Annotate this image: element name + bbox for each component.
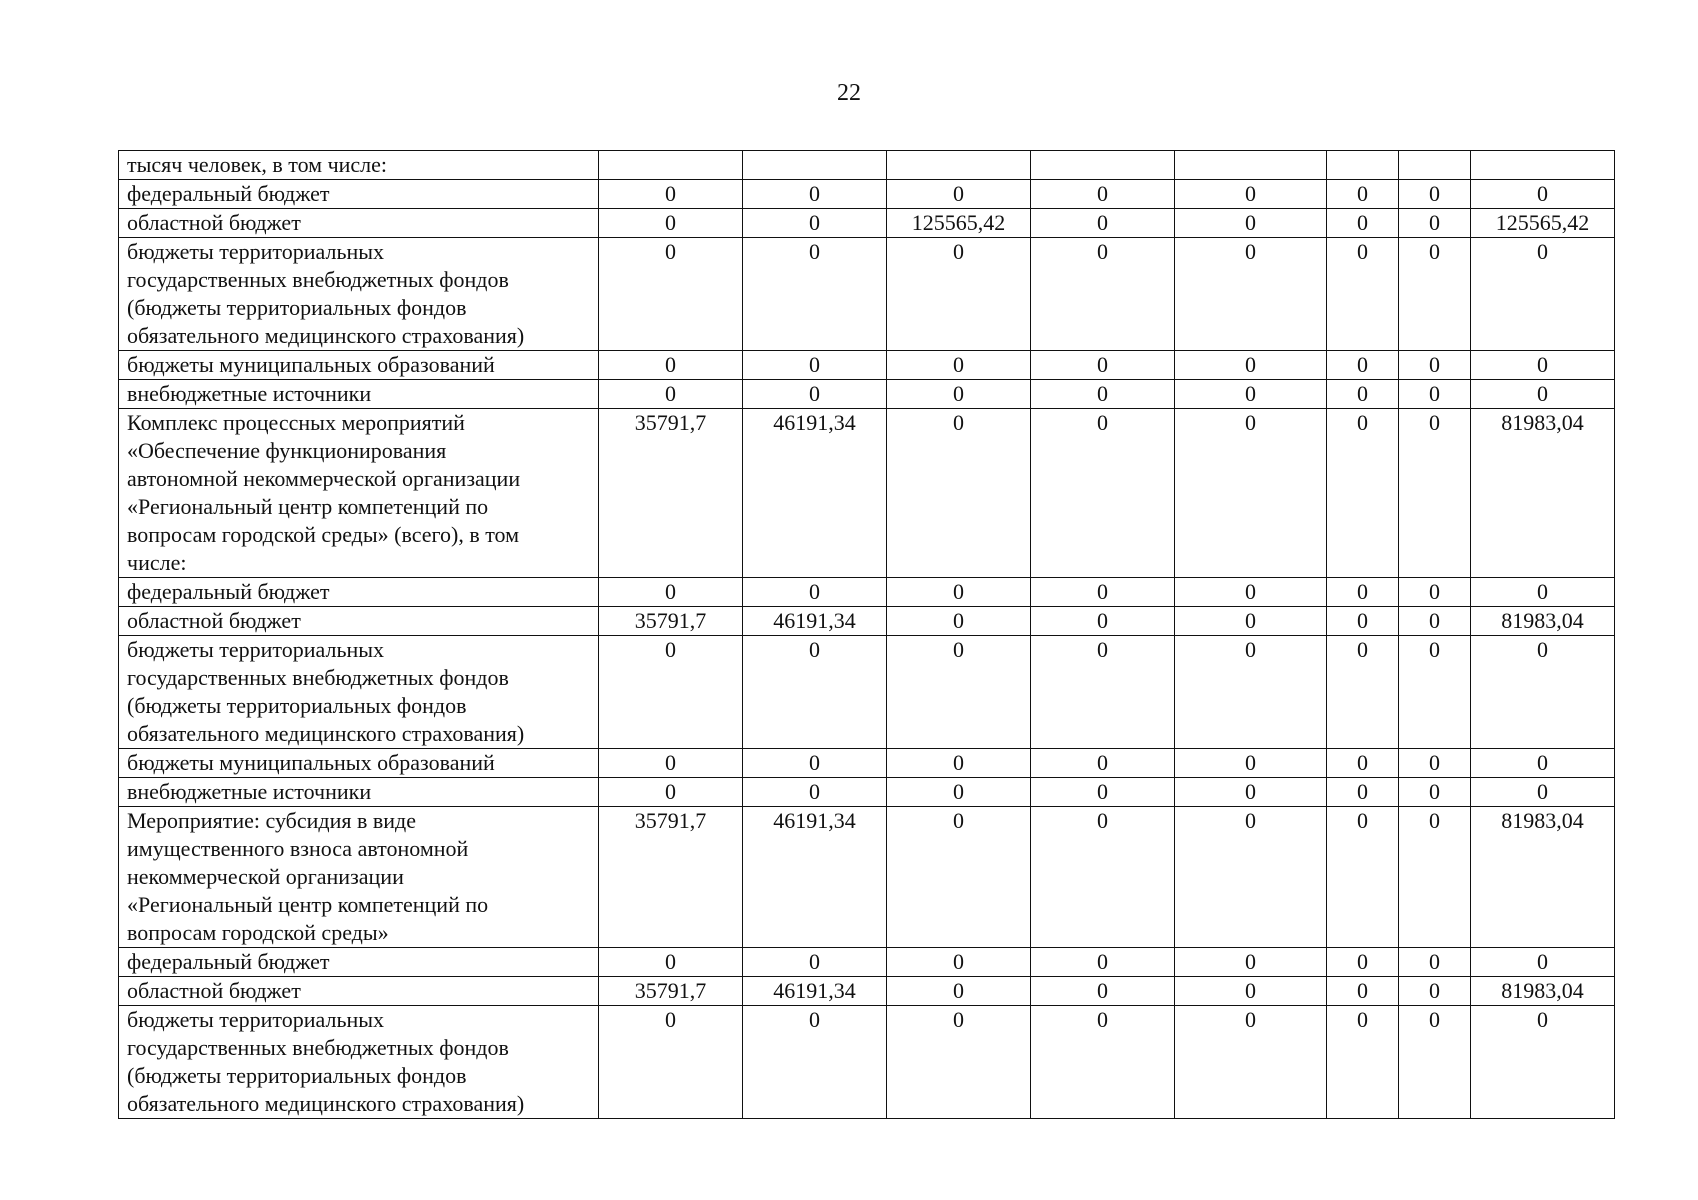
table-row (119, 180, 1615, 209)
table-cell: 0 (887, 778, 1031, 807)
table-cell: 0 (599, 948, 743, 977)
page-number: 22 (837, 80, 861, 106)
table-cell: 0 (1399, 409, 1471, 578)
table-cell: 0 (1175, 977, 1327, 1006)
table-cell: 0 (887, 409, 1031, 578)
row-label: федеральный бюджет (119, 948, 599, 977)
table-row (119, 1006, 1615, 1119)
table-cell: 0 (887, 238, 1031, 351)
table-cell: 81983,04 (1471, 409, 1615, 578)
table-cell: 0 (1175, 636, 1327, 749)
table-row (119, 948, 1615, 977)
row-label: бюджеты территориальных государственных внебюджетных фондов (бюджеты территориальных фондов обязательного медицинского страхования) (119, 1006, 599, 1119)
table-cell: 0 (1031, 578, 1175, 607)
table-cell: 0 (887, 380, 1031, 409)
table-cell: 0 (1471, 578, 1615, 607)
table-row (119, 209, 1615, 238)
table-cell: 0 (599, 180, 743, 209)
table-cell: 0 (887, 636, 1031, 749)
table-cell: 0 (1327, 749, 1399, 778)
row-label: областной бюджет (119, 977, 599, 1006)
table-cell: 0 (887, 578, 1031, 607)
table-cell: 0 (743, 209, 887, 238)
table-cell: 0 (599, 636, 743, 749)
table-cell (887, 151, 1031, 180)
table-cell: 0 (743, 636, 887, 749)
table-cell: 125565,42 (1471, 209, 1615, 238)
table-cell: 0 (599, 238, 743, 351)
table-cell: 0 (1471, 1006, 1615, 1119)
table-row (119, 749, 1615, 778)
table-cell: 81983,04 (1471, 807, 1615, 948)
table-cell: 35791,7 (599, 409, 743, 578)
table-cell: 0 (743, 578, 887, 607)
table-cell: 0 (1175, 607, 1327, 636)
table-cell: 46191,34 (743, 807, 887, 948)
row-label: бюджеты территориальных государственных внебюджетных фондов (бюджеты территориальных фондов обязательного медицинского страхования) (119, 636, 599, 749)
table-cell: 0 (887, 807, 1031, 948)
table-row (119, 151, 1615, 180)
table-cell: 0 (1175, 807, 1327, 948)
table-cell: 0 (1031, 778, 1175, 807)
table-cell: 0 (1327, 807, 1399, 948)
row-label: внебюджетные источники (119, 380, 599, 409)
table-cell: 0 (1399, 180, 1471, 209)
row-label: Мероприятие: субсидия в виде имущественного взноса автономной некоммерческой организации «Региональный центр компетенций по вопросам городской среды» (119, 807, 599, 948)
table-cell: 125565,42 (887, 209, 1031, 238)
table-cell: 0 (1399, 578, 1471, 607)
table-cell: 0 (1175, 351, 1327, 380)
table-cell: 0 (1175, 749, 1327, 778)
table-cell: 0 (599, 380, 743, 409)
table-cell: 35791,7 (599, 607, 743, 636)
table-cell: 0 (1175, 380, 1327, 409)
table-cell: 0 (1399, 948, 1471, 977)
table-cell: 0 (887, 180, 1031, 209)
table-cell: 0 (743, 948, 887, 977)
table-cell: 0 (1399, 1006, 1471, 1119)
table-cell: 0 (1471, 749, 1615, 778)
table-cell: 0 (599, 749, 743, 778)
table-row (119, 977, 1615, 1006)
table-cell: 0 (1399, 807, 1471, 948)
table-row (119, 409, 1615, 578)
table-cell: 46191,34 (743, 409, 887, 578)
table-cell: 0 (743, 238, 887, 351)
table-cell: 81983,04 (1471, 977, 1615, 1006)
table-cell: 0 (1471, 351, 1615, 380)
table-cell: 0 (599, 778, 743, 807)
table-cell: 0 (1175, 578, 1327, 607)
table-cell: 0 (1327, 380, 1399, 409)
row-label: внебюджетные источники (119, 778, 599, 807)
row-label: областной бюджет (119, 607, 599, 636)
table-cell: 0 (1031, 1006, 1175, 1119)
table-cell: 0 (1175, 409, 1327, 578)
table-row (119, 807, 1615, 948)
table-cell: 0 (743, 180, 887, 209)
table-cell: 0 (1471, 948, 1615, 977)
row-label: федеральный бюджет (119, 578, 599, 607)
table-cell: 0 (743, 351, 887, 380)
table-cell: 0 (1031, 807, 1175, 948)
table-row (119, 578, 1615, 607)
table-cell: 0 (1327, 578, 1399, 607)
table-cell: 0 (1175, 1006, 1327, 1119)
table-cell: 0 (1327, 1006, 1399, 1119)
table-cell: 0 (1327, 238, 1399, 351)
table-cell: 0 (887, 948, 1031, 977)
table-cell: 0 (1031, 948, 1175, 977)
table-cell: 0 (1175, 778, 1327, 807)
row-label: Комплекс процессных мероприятий «Обеспечение функционирования автономной некоммерческой организации «Региональный центр компетенций по вопросам городской среды» (всего), в том числе: (119, 409, 599, 578)
table-cell: 81983,04 (1471, 607, 1615, 636)
table-cell (1471, 151, 1615, 180)
table-cell (1399, 151, 1471, 180)
table-cell: 0 (1327, 948, 1399, 977)
row-label: бюджеты муниципальных образований (119, 749, 599, 778)
row-label: бюджеты территориальных государственных внебюджетных фондов (бюджеты территориальных фондов обязательного медицинского страхования) (119, 238, 599, 351)
table-cell: 0 (1031, 238, 1175, 351)
table-cell: 46191,34 (743, 977, 887, 1006)
table-cell: 0 (887, 749, 1031, 778)
table-cell: 0 (1471, 238, 1615, 351)
table-cell: 0 (1399, 607, 1471, 636)
table-cell: 0 (887, 607, 1031, 636)
table-cell: 0 (743, 778, 887, 807)
row-label: федеральный бюджет (119, 180, 599, 209)
table-cell: 0 (1471, 778, 1615, 807)
table-cell: 0 (1327, 977, 1399, 1006)
table-cell: 46191,34 (743, 607, 887, 636)
table-cell: 0 (1327, 351, 1399, 380)
table-cell: 0 (1175, 180, 1327, 209)
row-label: бюджеты муниципальных образований (119, 351, 599, 380)
table-cell: 0 (1031, 180, 1175, 209)
table-cell: 0 (1327, 209, 1399, 238)
table-cell: 0 (1031, 380, 1175, 409)
table-cell: 0 (887, 1006, 1031, 1119)
table-cell: 0 (1399, 778, 1471, 807)
table-cell: 0 (1399, 636, 1471, 749)
table-cell: 0 (1399, 380, 1471, 409)
table-cell: 35791,7 (599, 977, 743, 1006)
table-cell: 0 (1031, 409, 1175, 578)
table-cell: 0 (1399, 977, 1471, 1006)
table-cell: 0 (1175, 209, 1327, 238)
row-label: тысяч человек, в том числе: (119, 151, 599, 180)
table-cell (1031, 151, 1175, 180)
table-cell (1327, 151, 1399, 180)
row-label: областной бюджет (119, 209, 599, 238)
table-cell (599, 151, 743, 180)
table-cell: 0 (1031, 607, 1175, 636)
table-cell (1175, 151, 1327, 180)
table-cell: 0 (743, 749, 887, 778)
table-cell: 0 (1327, 409, 1399, 578)
table-cell: 0 (1175, 238, 1327, 351)
table-cell: 0 (1471, 380, 1615, 409)
table-cell: 0 (599, 578, 743, 607)
table-cell: 0 (1399, 749, 1471, 778)
table-row (119, 607, 1615, 636)
table-cell: 0 (887, 351, 1031, 380)
table-cell (743, 151, 887, 180)
table-row (119, 351, 1615, 380)
table-cell: 0 (1327, 607, 1399, 636)
table-cell: 0 (1327, 778, 1399, 807)
table-row (119, 636, 1615, 749)
table-cell: 35791,7 (599, 807, 743, 948)
table-cell: 0 (1399, 351, 1471, 380)
table-cell: 0 (1175, 948, 1327, 977)
table-cell: 0 (1471, 636, 1615, 749)
table-cell: 0 (1327, 636, 1399, 749)
table-cell: 0 (743, 1006, 887, 1119)
table-row (119, 778, 1615, 807)
table-cell: 0 (599, 209, 743, 238)
table-cell: 0 (1471, 180, 1615, 209)
table-cell: 0 (1031, 749, 1175, 778)
table-cell: 0 (599, 1006, 743, 1119)
table-cell: 0 (1031, 977, 1175, 1006)
table-cell: 0 (1327, 180, 1399, 209)
table-body (119, 151, 1615, 1119)
table-cell: 0 (1031, 209, 1175, 238)
table-cell: 0 (887, 977, 1031, 1006)
table-row (119, 380, 1615, 409)
table-row (119, 238, 1615, 351)
budget-table (118, 150, 1615, 1119)
table-cell: 0 (599, 351, 743, 380)
table-cell: 0 (1399, 209, 1471, 238)
table-cell: 0 (1031, 351, 1175, 380)
table-cell: 0 (1031, 636, 1175, 749)
table-cell: 0 (743, 380, 887, 409)
table-cell: 0 (1399, 238, 1471, 351)
